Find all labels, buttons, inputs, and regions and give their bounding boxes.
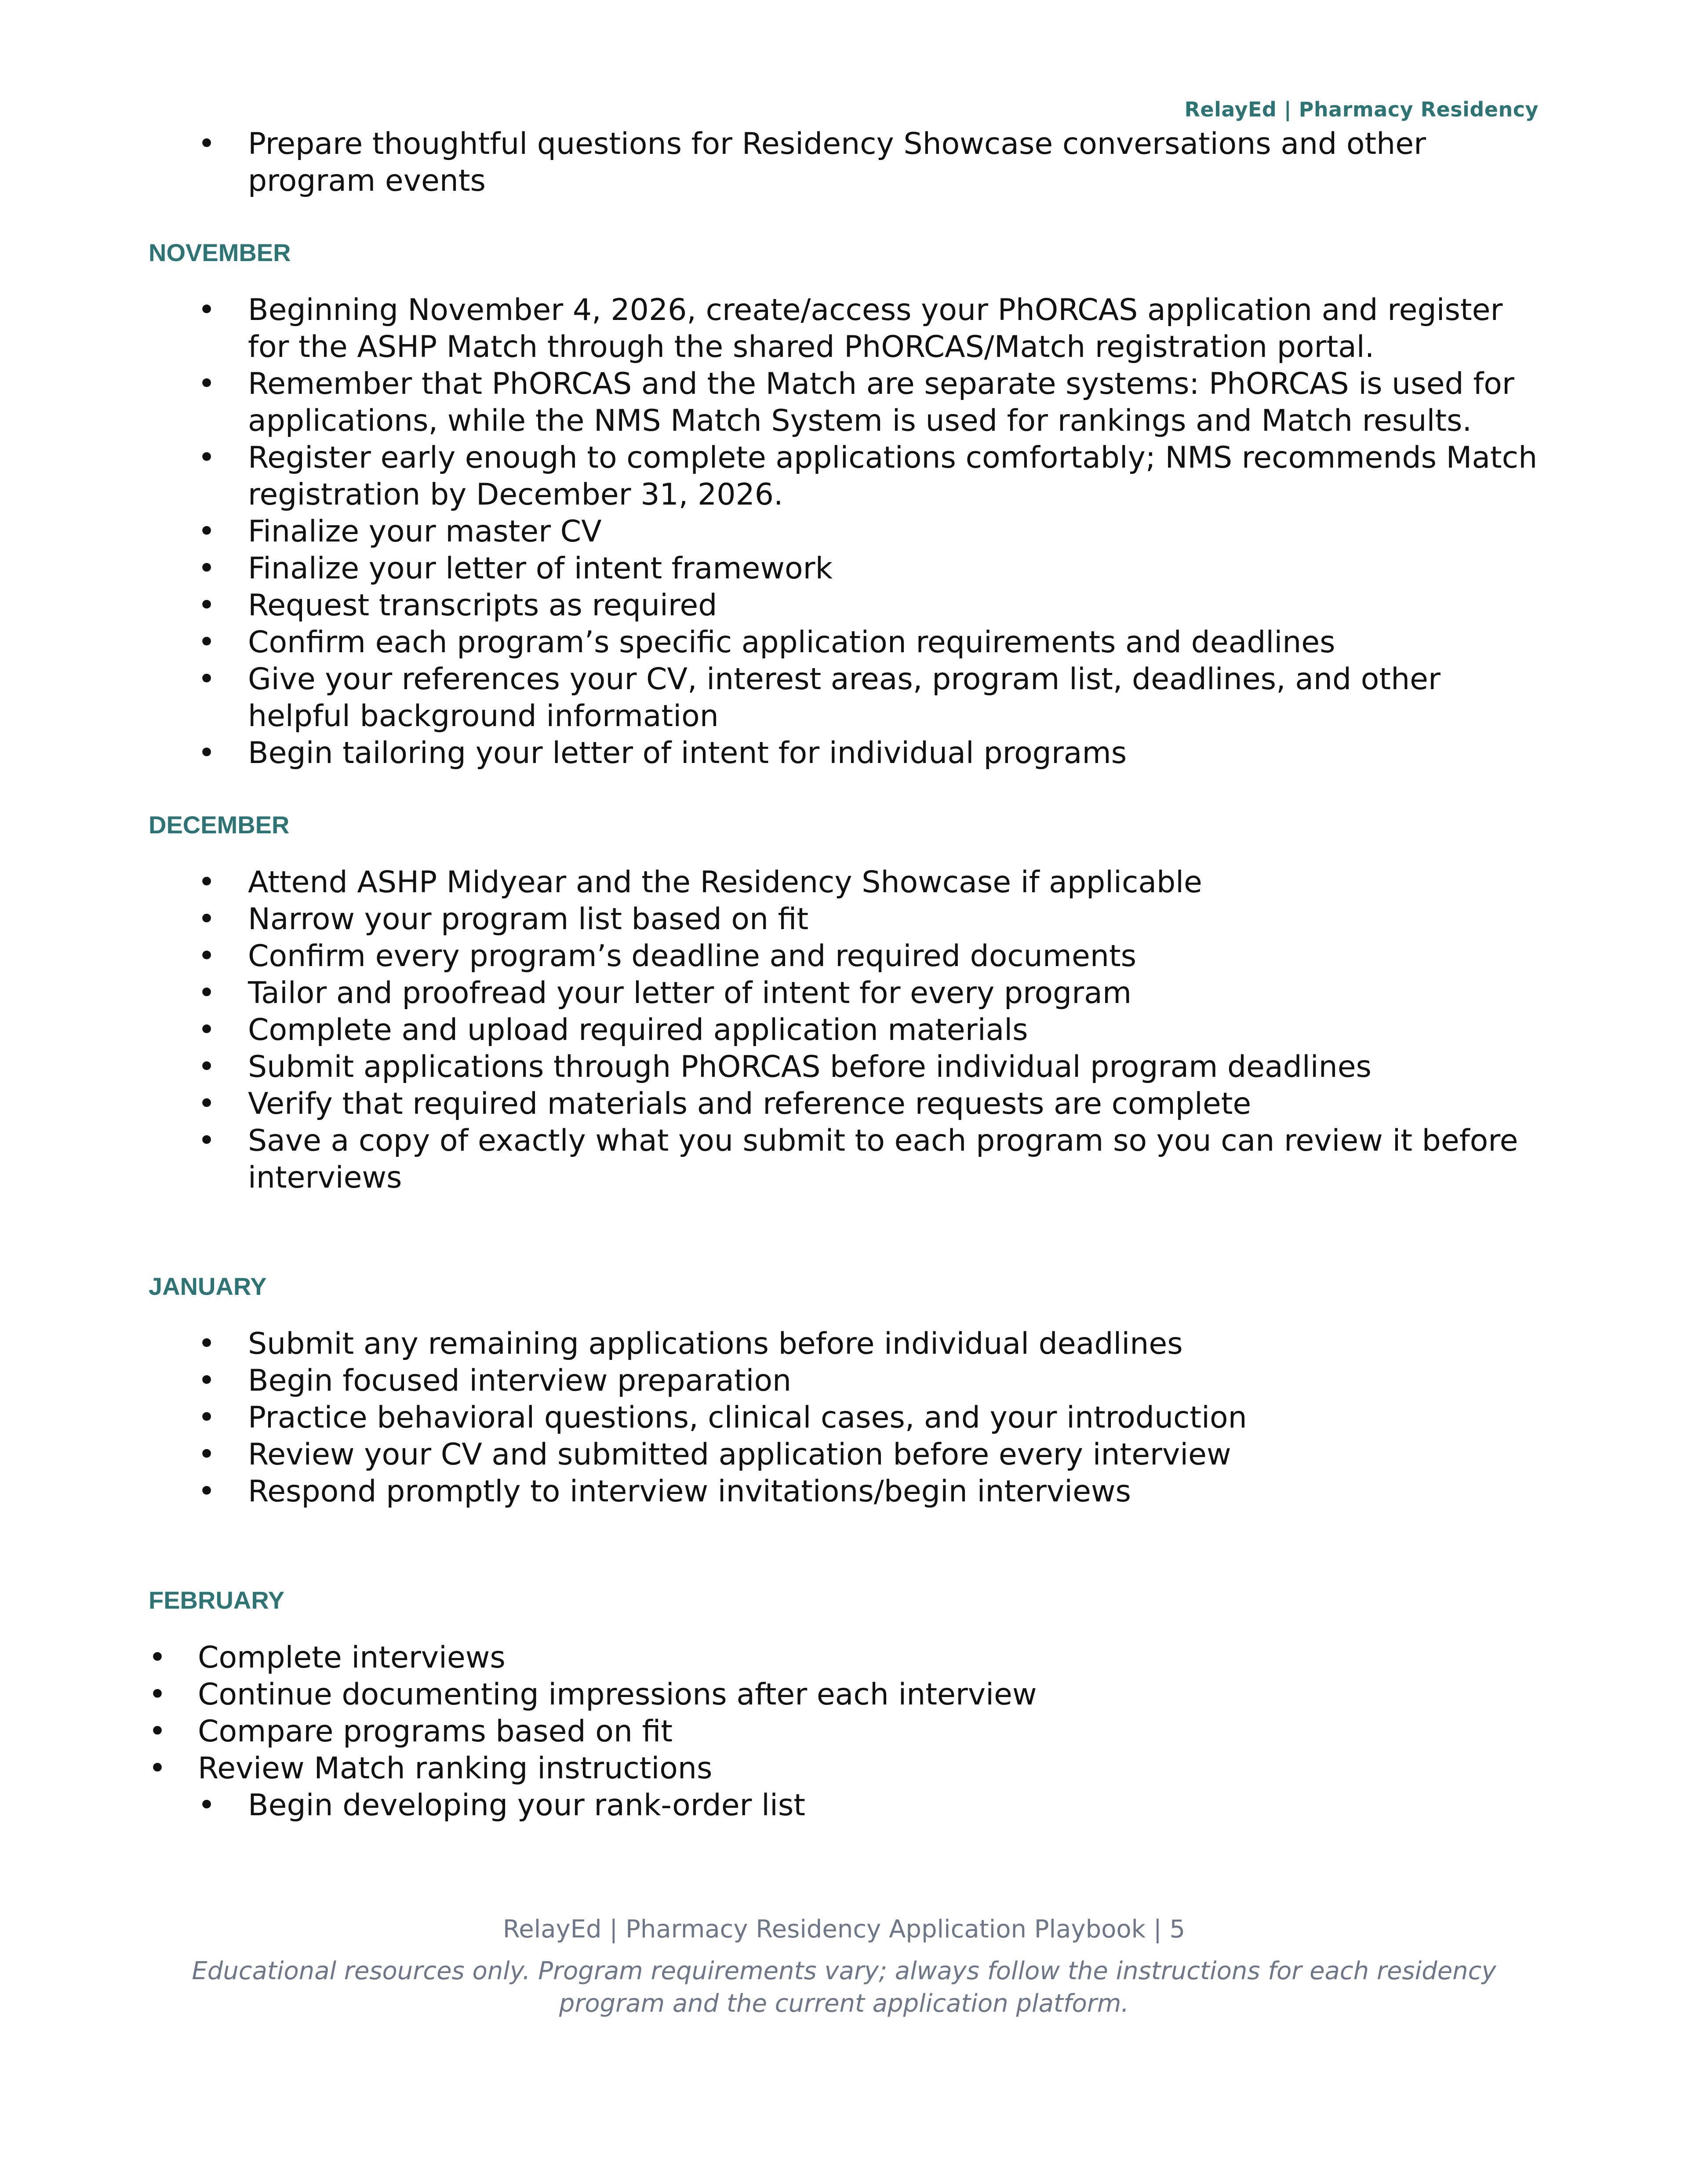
list-item: • Complete interviews: [149, 1639, 1538, 1676]
list-item: • Give your references your CV, interest areas, program list, deadlines, and other helpful background information: [149, 661, 1538, 735]
list-item: • Prepare thoughtful questions for Residency Showcase conversations and other program events: [149, 126, 1538, 200]
list-item: • Complete and upload required application materials: [149, 1012, 1538, 1049]
november-list: [149, 292, 1538, 772]
list-item: • Submit any remaining applications before individual deadlines: [149, 1326, 1538, 1363]
footer-disclaimer: Educational resources only. Program requirements vary; always follow the instructions for each residency program and the current application platform.: [192, 1957, 1496, 2018]
list-item: • Begin tailoring your letter of intent for individual programs: [149, 735, 1538, 772]
list-item: • Begin focused interview preparation: [149, 1363, 1538, 1399]
section-heading-december: DECEMBER: [149, 811, 290, 839]
intro-list: [149, 126, 1538, 200]
list-item: • Save a copy of exactly what you submit to each program so you can review it before interviews: [149, 1123, 1538, 1196]
list-item: • Finalize your letter of intent framework: [149, 550, 1538, 587]
list-item: • Respond promptly to interview invitations/begin interviews: [149, 1473, 1538, 1510]
section-heading-february: FEBRUARY: [149, 1586, 285, 1614]
running-header: RelayEd | Pharmacy Residency: [1184, 98, 1539, 121]
list-item: • Finalize your master CV: [149, 513, 1538, 550]
list-item: • Confirm each program’s specific application requirements and deadlines: [149, 624, 1538, 661]
list-item: • Remember that PhORCAS and the Match are separate systems: PhORCAS is used for applications, while the NMS Match System is used for rankings and Match results.: [149, 366, 1538, 440]
list-item: • Submit applications through PhORCAS before individual program deadlines: [149, 1049, 1538, 1086]
december-list: [149, 864, 1538, 1196]
list-item: • Register early enough to complete applications comfortably; NMS recommends Match registration by December 31, 2026.: [149, 440, 1538, 513]
list-item: • Confirm every program’s deadline and required documents: [149, 938, 1538, 975]
list-item: • Verify that required materials and reference requests are complete: [149, 1086, 1538, 1123]
list-item: • Review your CV and submitted application before every interview: [149, 1436, 1538, 1473]
list-item: • Practice behavioral questions, clinical cases, and your introduction: [149, 1399, 1538, 1436]
list-sub-item: • Begin developing your rank-order list: [149, 1787, 1538, 1824]
page-content: [149, 126, 1538, 1824]
list-item: • Review Match ranking instructions: [149, 1750, 1538, 1787]
list-item: • Tailor and proofread your letter of intent for every program: [149, 975, 1538, 1012]
list-item: • Beginning November 4, 2026, create/access your PhORCAS application and register for the ASHP Match through the shared PhORCAS/Match registration portal.: [149, 292, 1538, 366]
list-item: • Attend ASHP Midyear and the Residency Showcase if applicable: [149, 864, 1538, 901]
january-list: [149, 1326, 1538, 1510]
section-heading-january: JANUARY: [149, 1272, 267, 1300]
list-item: • Narrow your program list based on fit: [149, 901, 1538, 938]
list-item: • Request transcripts as required: [149, 587, 1538, 624]
february-list: [149, 1639, 1538, 1824]
page-footer: RelayEd | Pharmacy Residency Application Playbook | 5: [502, 1915, 1186, 1944]
list-item: • Continue documenting impressions after each interview: [149, 1676, 1538, 1713]
list-item: • Compare programs based on fit: [149, 1713, 1538, 1750]
section-heading-november: NOVEMBER: [149, 239, 291, 266]
